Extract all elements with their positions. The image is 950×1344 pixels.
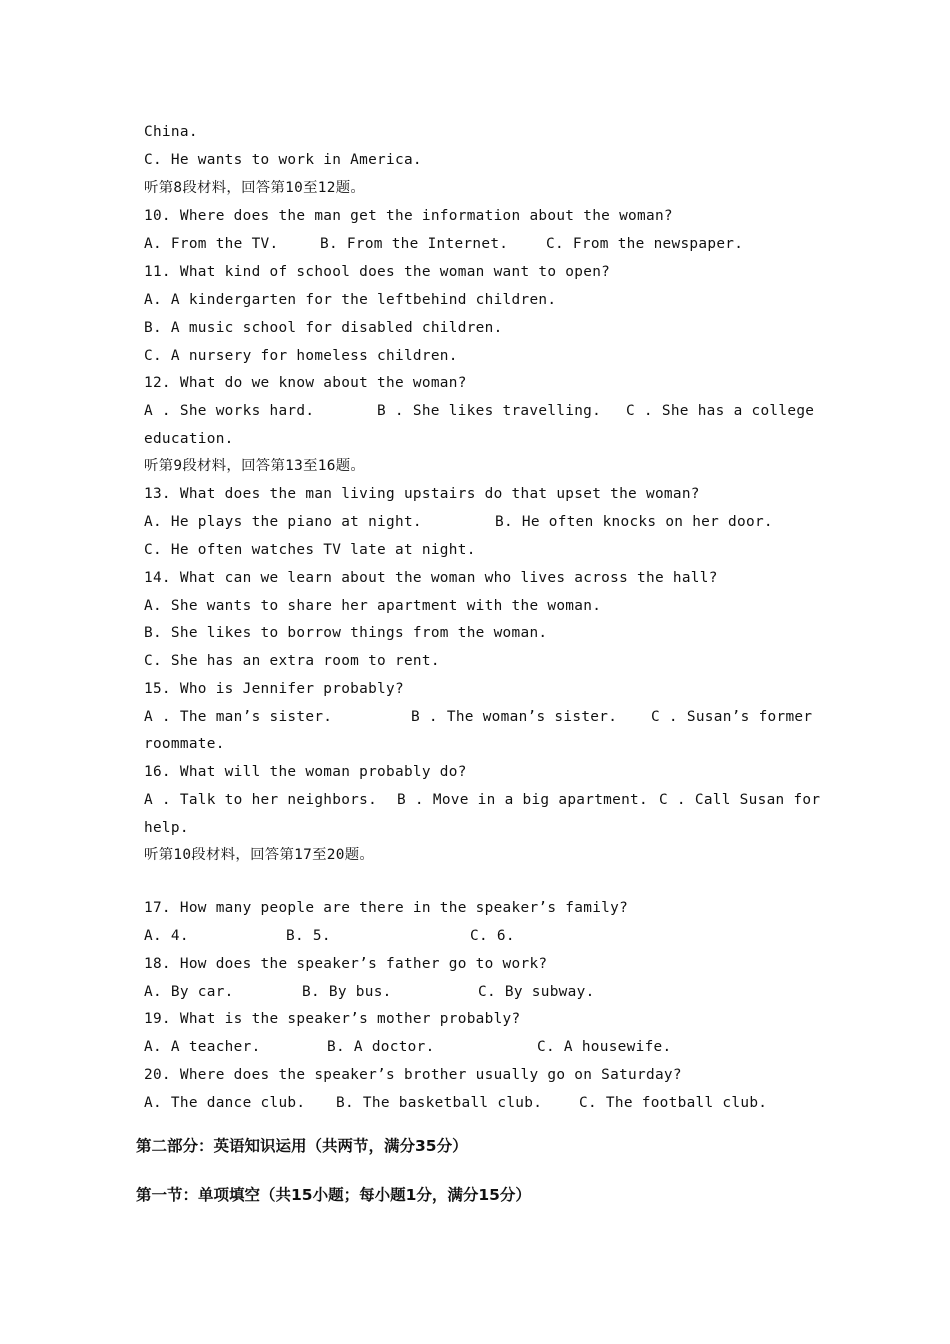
option-line: C. He often watches TV late at night. <box>144 542 476 558</box>
option-c: C . She has a college <box>626 403 815 419</box>
option-a: A. The dance club. <box>144 1095 306 1111</box>
question-20: 20. Where does the speaker’s brother usually go on Saturday? <box>144 1067 682 1083</box>
text-line: China. <box>144 124 198 140</box>
question-10: 10. Where does the man get the information about the woman? <box>144 208 673 224</box>
option-a: A . The man’s sister. <box>144 709 333 725</box>
question-18-options <box>144 982 824 1002</box>
question-16: 16. What will the woman probably do? <box>144 764 467 780</box>
option-b: B. From the Internet. <box>320 236 509 252</box>
question-18: 18. How does the speaker’s father go to work? <box>144 956 548 972</box>
option-c: C . Call Susan for <box>659 792 821 808</box>
question-13: 13. What does the man living upstairs do that upset the woman? <box>144 486 700 502</box>
option-a: A . Talk to her neighbors. <box>144 792 378 808</box>
option-b: B. A doctor. <box>327 1039 435 1055</box>
question-16-options <box>144 790 824 810</box>
question-13-options <box>144 512 824 532</box>
section-instruction: 听第8段材料，回答第10至12题。 <box>144 180 366 196</box>
option-c: C. From the newspaper. <box>546 236 744 252</box>
text-line: roommate. <box>144 736 225 752</box>
question-19: 19. What is the speaker’s mother probably? <box>144 1011 521 1027</box>
question-12: 12. What do we know about the woman? <box>144 375 467 391</box>
option-line: A. A kindergarten for the leftbehind children. <box>144 292 557 308</box>
question-15-options <box>144 707 824 727</box>
option-a: A. By car. <box>144 984 234 1000</box>
option-line: C. A nursery for homeless children. <box>144 348 458 364</box>
option-b: B . The woman’s sister. <box>411 709 618 725</box>
question-12-options <box>144 401 824 421</box>
option-b: B . She likes travelling. <box>377 403 602 419</box>
option-c: C. A housewife. <box>537 1039 672 1055</box>
option-a: A. He plays the piano at night. <box>144 514 422 530</box>
question-14: 14. What can we learn about the woman who lives across the hall? <box>144 570 718 586</box>
section-heading: 第一节：单项填空（共15小题；每小题1分，满分15分） <box>136 1186 531 1204</box>
option-a: A. 4. <box>144 928 189 944</box>
option-c: C . Susan’s former <box>651 709 813 725</box>
question-17: 17. How many people are there in the speaker’s family? <box>144 900 629 916</box>
option-line: B. A music school for disabled children. <box>144 320 503 336</box>
section-instruction: 听第9段材料，回答第13至16题。 <box>144 458 366 474</box>
section-instruction: 听第10段材料，回答第17至20题。 <box>144 847 375 863</box>
question-20-options <box>144 1093 824 1113</box>
option-a: A. From the TV. <box>144 236 279 252</box>
option-c: C. By subway. <box>478 984 595 1000</box>
option-b: B . Move in a big apartment. <box>397 792 648 808</box>
option-b: B. He often knocks on her door. <box>495 514 773 530</box>
option-line: A. She wants to share her apartment with the woman. <box>144 598 602 614</box>
option-b: B. The basketball club. <box>336 1095 543 1111</box>
part-heading: 第二部分：英语知识运用（共两节，满分35分） <box>136 1137 468 1155</box>
option-a: A . She works hard. <box>144 403 315 419</box>
option-line: C. He wants to work in America. <box>144 152 422 168</box>
option-a: A. A teacher. <box>144 1039 261 1055</box>
text-line: help. <box>144 820 189 836</box>
question-17-options <box>144 926 824 946</box>
option-line: C. She has an extra room to rent. <box>144 653 440 669</box>
text-line: education. <box>144 431 234 447</box>
question-15: 15. Who is Jennifer probably? <box>144 681 404 697</box>
question-19-options <box>144 1037 824 1057</box>
question-11: 11. What kind of school does the woman want to open? <box>144 264 611 280</box>
option-c: C. 6. <box>470 928 515 944</box>
option-b: B. 5. <box>286 928 331 944</box>
option-b: B. By bus. <box>302 984 392 1000</box>
question-10-options <box>144 234 824 254</box>
option-c: C. The football club. <box>579 1095 768 1111</box>
option-line: B. She likes to borrow things from the woman. <box>144 625 548 641</box>
